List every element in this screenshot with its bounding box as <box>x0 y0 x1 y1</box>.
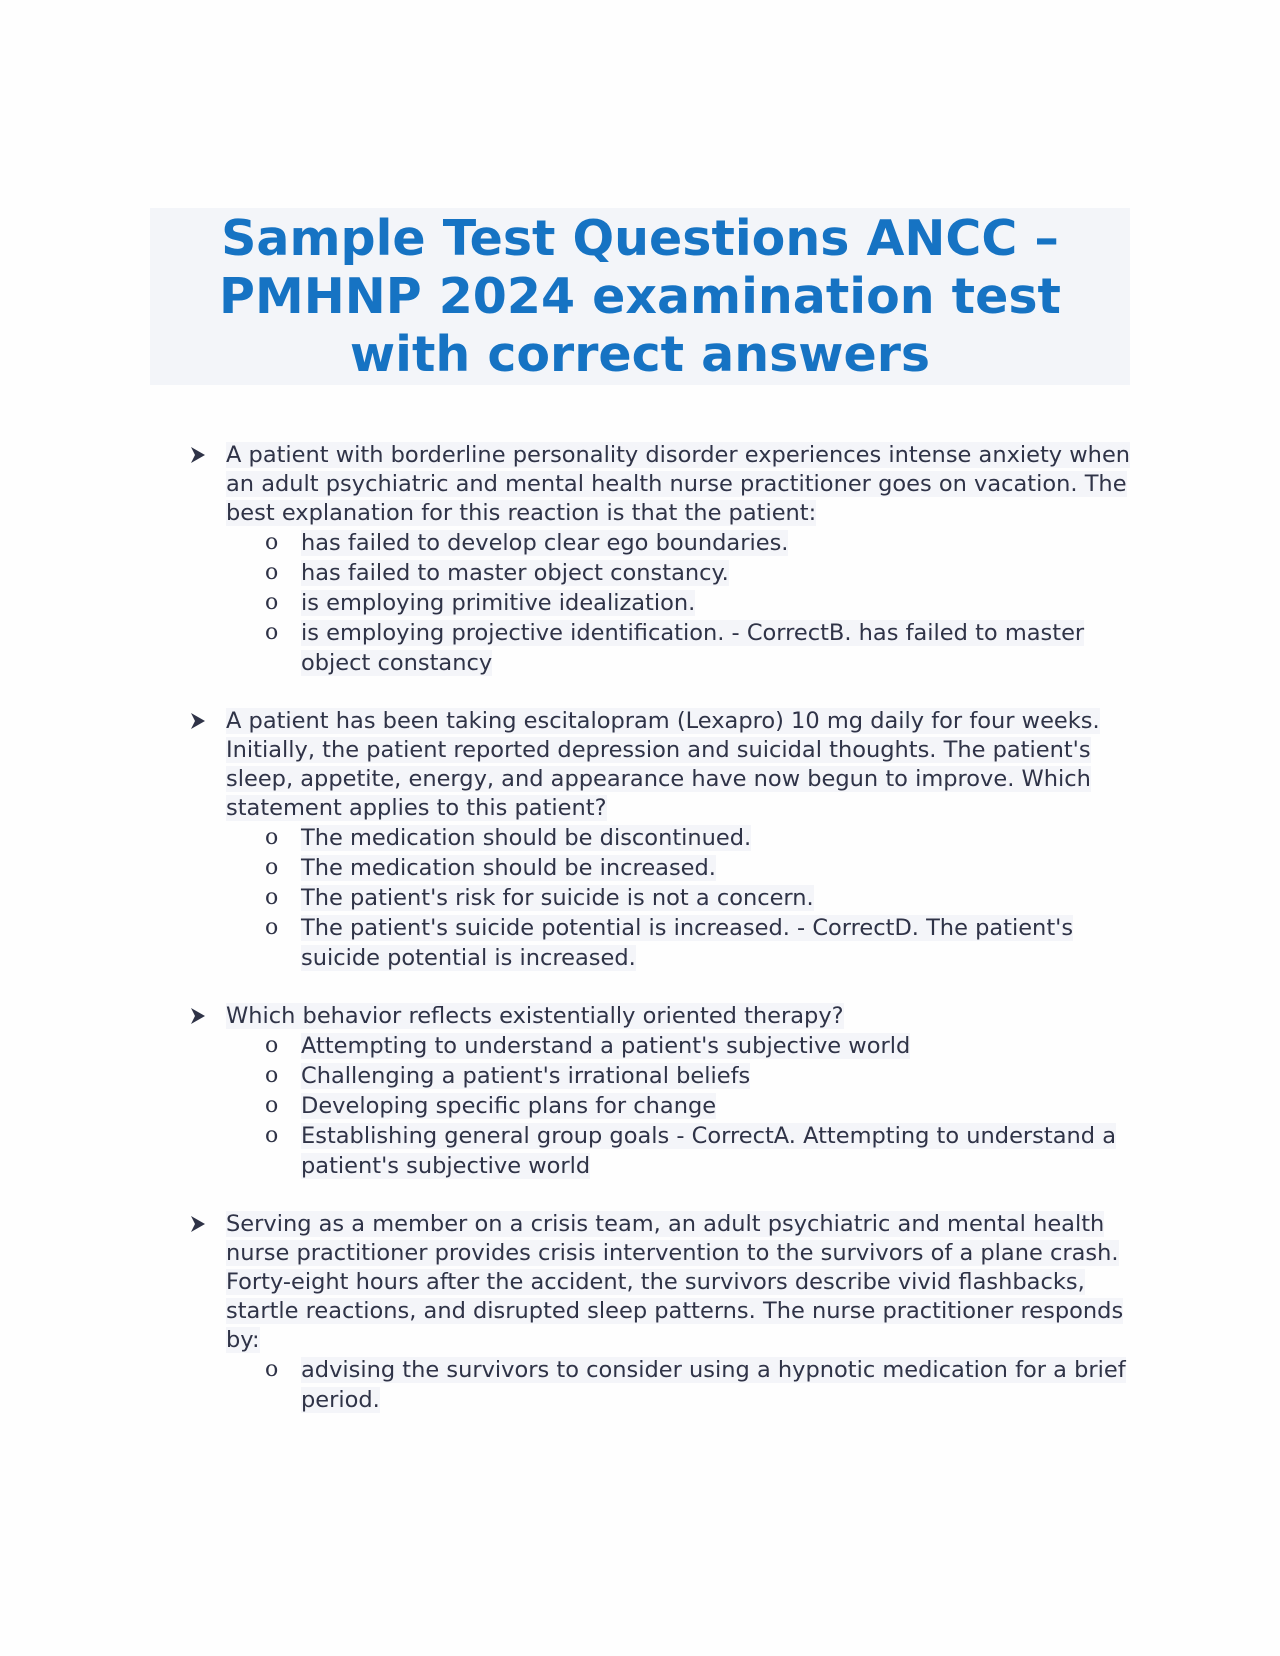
option-bullet: o <box>265 1033 279 1058</box>
arrowhead-bullet-icon <box>190 711 206 731</box>
answer-option-text: has failed to develop clear ego boundaries. <box>301 530 789 556</box>
answer-option-text: The patient's risk for suicide is not a concern. <box>301 885 814 911</box>
answer-option <box>265 528 1131 558</box>
option-bullet: o <box>265 1123 279 1148</box>
answer-option <box>265 1355 1131 1415</box>
answer-options <box>0 823 1280 973</box>
question-item <box>0 1002 1280 1181</box>
option-bullet: o <box>265 855 279 880</box>
document-title: Sample Test Questions ANCC – PMHNP 2024 examination test with correct answers <box>219 209 1061 383</box>
answer-option <box>265 588 1131 618</box>
option-bullet: o <box>265 620 279 645</box>
question-text: A patient has been taking escitalopram (Lexapro) 10 mg daily for four weeks. Initially, the patient reported depression and suicidal thoughts. The patient's sleep, appetite, energy, and appearance have now begun to improve. Which statement applies to this patient? <box>226 708 1100 821</box>
answer-option-text: Establishing general group goals - CorrectA. Attempting to understand a patient's subjective world <box>301 1123 1116 1179</box>
question-text: A patient with borderline personality disorder experiences intense anxiety when an adult psychiatric and mental health nurse practitioner goes on vacation. The best explanation for this reaction is that the patient: <box>226 442 1131 526</box>
answer-option <box>265 558 1131 588</box>
question-item <box>0 441 1280 678</box>
answer-option-text: Developing specific plans for change <box>301 1093 717 1119</box>
option-bullet: o <box>265 915 279 940</box>
arrowhead-bullet-icon <box>190 1006 206 1026</box>
answer-option-text: advising the survivors to consider using a hypnotic medication for a brief period. <box>301 1357 1126 1413</box>
option-bullet: o <box>265 590 279 615</box>
answer-options <box>0 1355 1280 1415</box>
answer-option <box>265 1121 1131 1181</box>
answer-option <box>265 1061 1131 1091</box>
option-bullet: o <box>265 885 279 910</box>
answer-option <box>265 883 1131 913</box>
question-text: Serving as a member on a crisis team, an adult psychiatric and mental health nurse practitioner provides crisis intervention to the survivors of a plane crash. Forty-eight hours after the accident, the survivors describe vivid flashbacks, startle reactions, and disrupted sleep patterns. The nurse practitioner responds by: <box>226 1211 1124 1353</box>
answer-options <box>0 1031 1280 1181</box>
arrowhead-bullet-icon <box>190 445 206 465</box>
answer-option-text: has failed to master object constancy. <box>301 560 729 586</box>
option-bullet: o <box>265 1063 279 1088</box>
answer-option <box>265 913 1131 973</box>
arrowhead-bullet-icon <box>190 1214 206 1234</box>
option-bullet: o <box>265 1357 279 1382</box>
answer-option-text: is employing primitive idealization. <box>301 590 696 616</box>
question-text: Which behavior reflects existentially oriented therapy? <box>226 1003 844 1029</box>
option-bullet: o <box>265 1093 279 1118</box>
answer-option-text: is employing projective identification. - CorrectB. has failed to master object constancy <box>301 620 1085 676</box>
question-list <box>0 441 1280 1444</box>
answer-option <box>265 823 1131 853</box>
answer-option <box>265 1091 1131 1121</box>
title-banner <box>150 208 1130 385</box>
question-item <box>0 707 1280 973</box>
answer-options <box>0 528 1280 678</box>
option-bullet: o <box>265 530 279 555</box>
option-bullet: o <box>265 825 279 850</box>
answer-option <box>265 853 1131 883</box>
answer-option-text: The medication should be discontinued. <box>301 825 752 851</box>
answer-option <box>265 618 1131 678</box>
answer-option-text: The medication should be increased. <box>301 855 716 881</box>
question-item <box>0 1210 1280 1415</box>
answer-option-text: The patient's suicide potential is increased. - CorrectD. The patient's suicide potential is increased. <box>301 915 1074 971</box>
answer-option-text: Attempting to understand a patient's subjective world <box>301 1033 911 1059</box>
answer-option-text: Challenging a patient's irrational beliefs <box>301 1063 751 1089</box>
answer-option <box>265 1031 1131 1061</box>
option-bullet: o <box>265 560 279 585</box>
